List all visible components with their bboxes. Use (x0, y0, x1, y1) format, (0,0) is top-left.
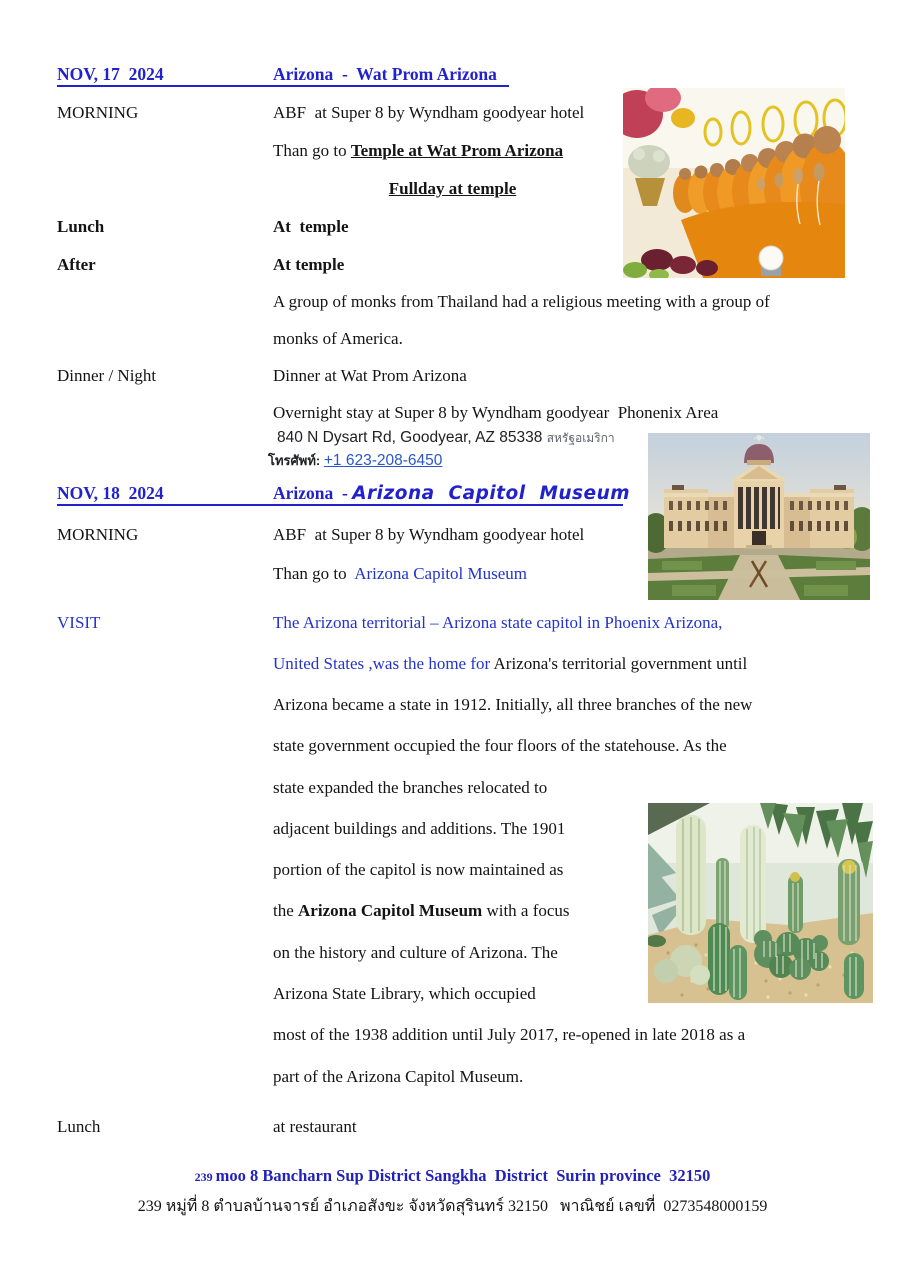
footer-address-en-text: moo 8 Bancharn Sup District Sangkha District Surin province 32150 (215, 1166, 711, 1185)
day1-overnight-text: Overnight stay at Super 8 by Wyndham goodyear Phonenix Area (273, 403, 719, 422)
day1-than-prefix: Than go to (273, 141, 351, 160)
monks-religious-meeting-photo (623, 88, 845, 278)
visit-line4: state government occupied the four floors of the statehouse. As the (273, 736, 727, 755)
day2-lunch-label: Lunch (57, 1117, 101, 1136)
visit-line2-blue: United States ,was the home for (273, 654, 494, 673)
visit-label: VISIT (57, 613, 101, 632)
hotel-country-thai: สหรัฐอเมริกา (546, 431, 615, 445)
phone-number-link[interactable]: +1 623-208-6450 (323, 452, 443, 469)
day1-note-line1: A group of monks from Thailand had a religious meeting with a group of (273, 292, 770, 311)
day2-museum-link[interactable]: Arizona Capitol Museum (354, 564, 528, 583)
visit-line12: part of the Arizona Capitol Museum. (273, 1067, 524, 1086)
day1-dinner-text: Dinner at Wat Prom Arizona (273, 366, 467, 385)
day1-note-line2: monks of America. (273, 329, 403, 348)
day1-after-label: After (57, 255, 96, 274)
day1-morning-label: MORNING (57, 103, 139, 122)
visit-line7: portion of the capitol is now maintained as (273, 860, 564, 879)
footer-address-en (0, 1166, 905, 1186)
day1-after-text: At temple (273, 255, 345, 274)
visit-line8-pre: the (273, 901, 299, 920)
visit-line2-black: Arizona's territorial government until (493, 654, 748, 673)
day2-title (273, 483, 630, 504)
cactus-photo-art (648, 803, 873, 1003)
visit-line10: Arizona State Library, which occupied (273, 984, 536, 1003)
day2-than-go-row (273, 564, 527, 584)
visit-line11: most of the 1938 addition until July 2017, re-opened in late 2018 as a (273, 1025, 746, 1044)
arizona-capitol-building-photo (648, 433, 870, 600)
visit-line5: state expanded the branches relocated to (273, 778, 548, 797)
visit-line8 (273, 901, 570, 921)
visit-line6: adjacent buildings and additions. The 1901 (273, 819, 566, 838)
day1-date[interactable]: NOV, 17 2024 (57, 64, 164, 84)
day2-than-prefix: Than go to (273, 564, 355, 583)
capitol-photo-art (648, 433, 870, 600)
visit-line8-bold: Arizona Capitol Museum (298, 901, 483, 920)
visit-line2 (273, 654, 747, 674)
day2-header (57, 483, 631, 506)
day1-lunch-label: Lunch (57, 217, 105, 236)
day2-title-museum-link[interactable]: Arizona Capitol Museum (352, 483, 631, 504)
monks-photo-art (623, 88, 845, 278)
hotel-address: 840 N Dysart Rd, Goodyear, AZ 85338 (277, 429, 547, 446)
visit-line3: Arizona became a state in 1912. Initially, all three branches of the new (273, 695, 753, 714)
day1-dinner-label: Dinner / Night (57, 366, 157, 385)
day1-fullday-text: Fullday at temple (388, 179, 517, 198)
footer-address-thai: 239 หมู่ที่ 8 ตำบลบ้านจารย์ อำเภอสังขะ จังหวัดสุรินทร์ 32150 พาณิชย์ เลขที่ 0273548000159 (137, 1198, 768, 1215)
day1-header (57, 64, 509, 87)
day1-than-go-row (273, 141, 563, 161)
day1-temple-text: Temple at Wat Prom Arizona (350, 141, 564, 160)
hotel-phone-row (268, 450, 442, 471)
day2-morning-text: ABF at Super 8 by Wyndham goodyear hotel (273, 525, 585, 544)
day2-lunch-text: at restaurant (273, 1117, 357, 1136)
visit-line9: on the history and culture of Arizona. The (273, 943, 558, 962)
day2-morning-label: MORNING (57, 525, 139, 544)
visit-line8-post: with a focus (482, 901, 570, 920)
day2-date[interactable]: NOV, 18 2024 (57, 483, 164, 503)
day1-title-link[interactable]: Arizona - Wat Prom Arizona (273, 64, 497, 84)
visit-line1: The Arizona territorial – Arizona state capitol in Phoenix Arizona, (273, 613, 723, 632)
cactus-garden-photo (648, 803, 873, 1003)
phone-label-thai: โทรศัพท์: (268, 453, 324, 468)
hotel-address-row (277, 429, 615, 448)
footer-house-number: 239 (194, 1170, 216, 1184)
day1-lunch-text: At temple (273, 217, 349, 236)
day1-morning-text: ABF at Super 8 by Wyndham goodyear hotel (273, 103, 585, 122)
day2-title-prefix: Arizona - (273, 483, 353, 503)
